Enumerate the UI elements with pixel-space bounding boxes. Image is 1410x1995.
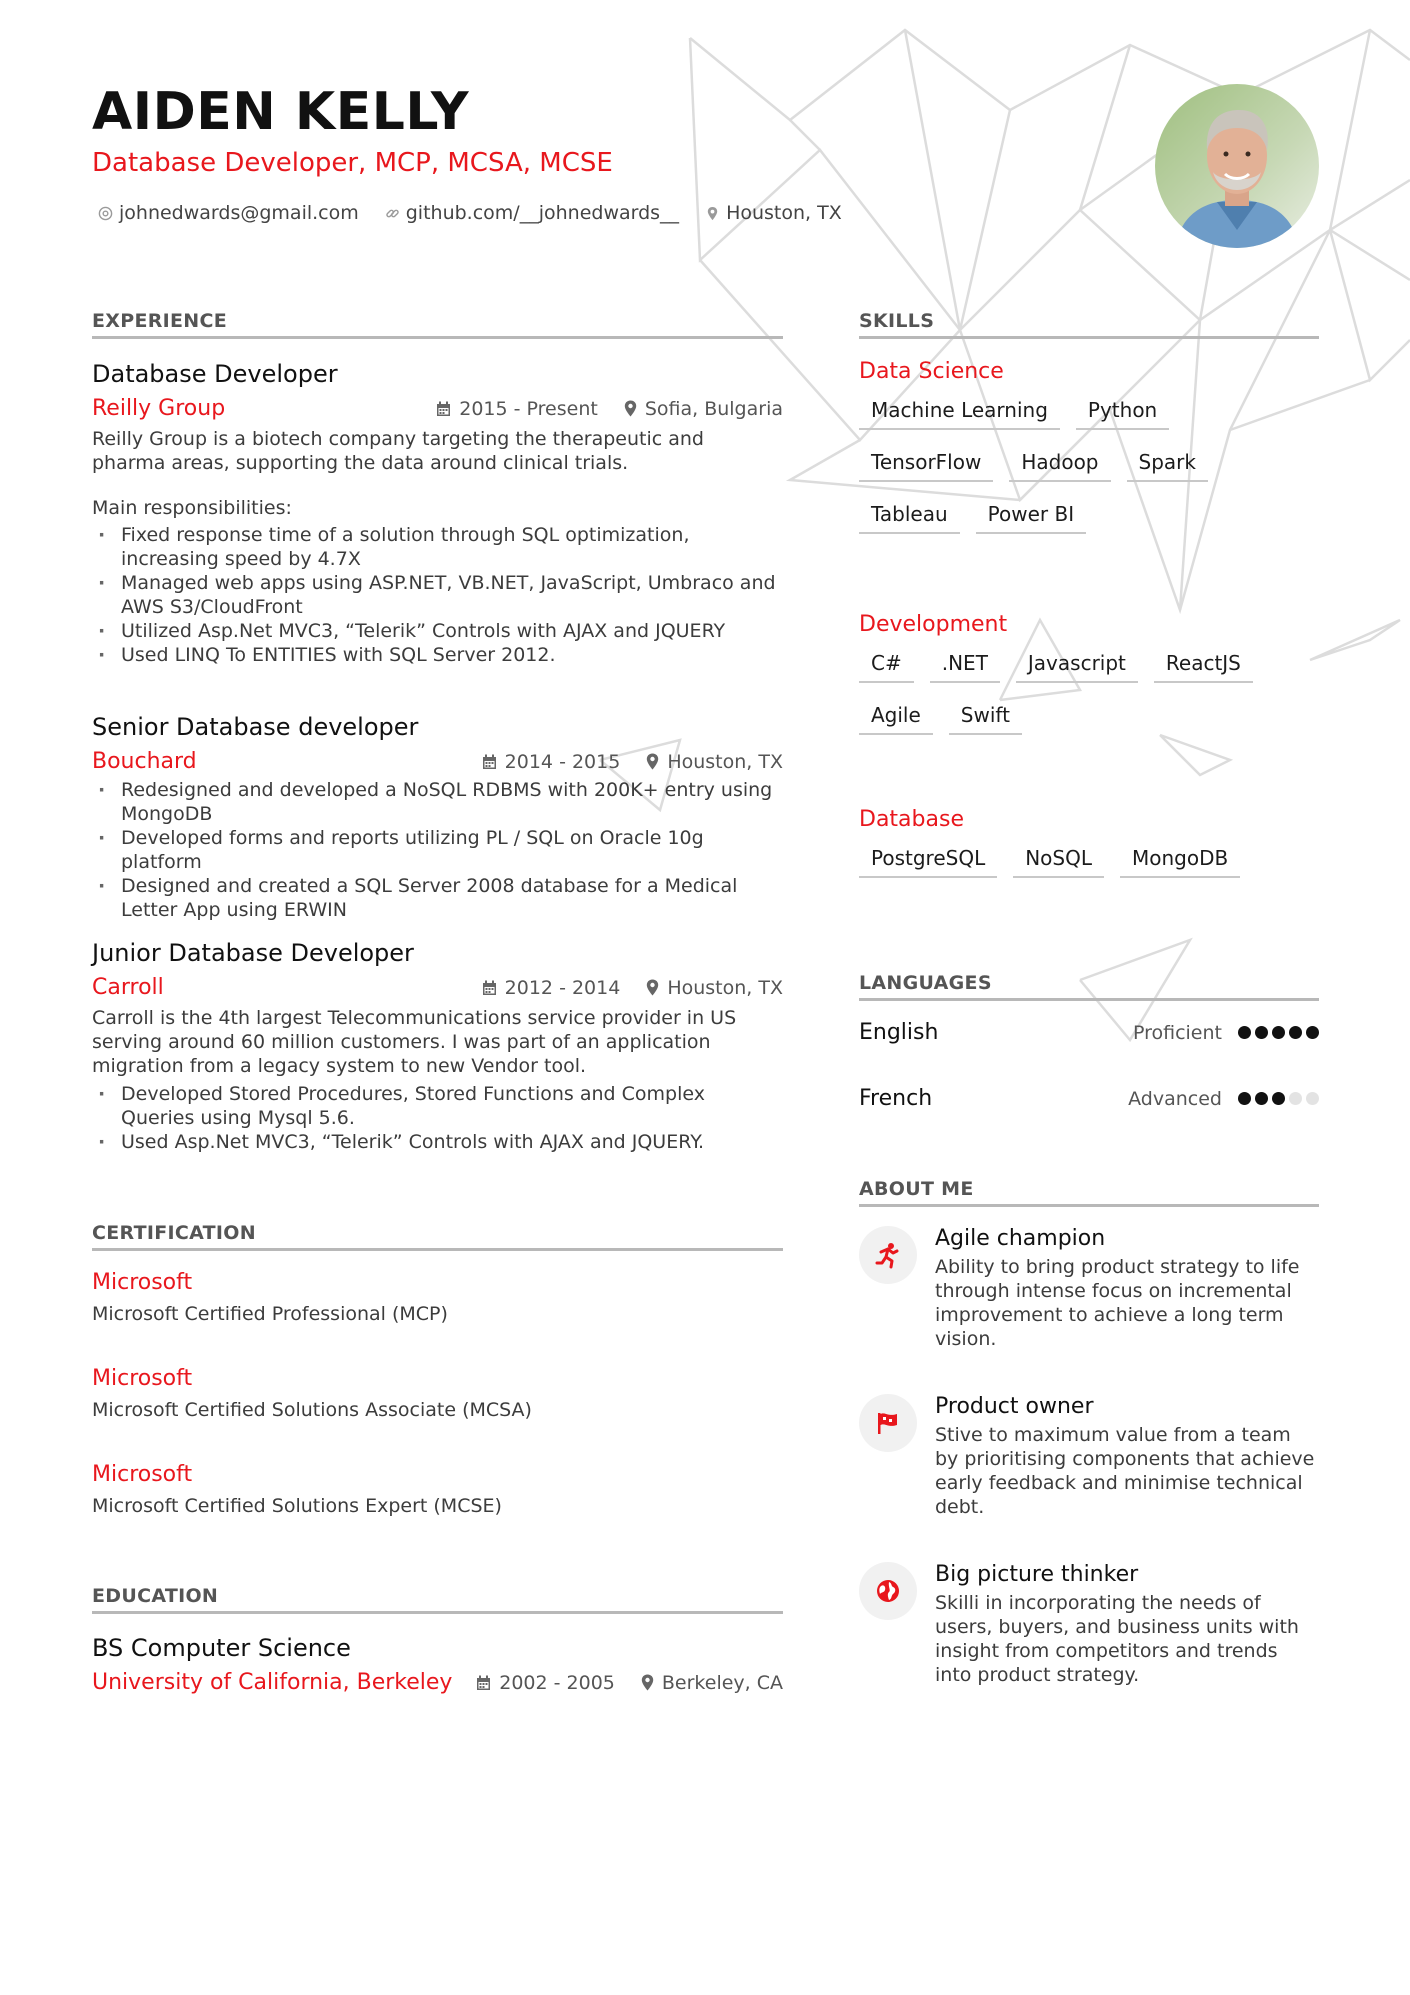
location-text: Houston, TX bbox=[667, 750, 783, 773]
job-title: Database Developer bbox=[92, 360, 338, 388]
cert-name: Microsoft Certified Solutions Associate (MCSA) bbox=[92, 1399, 532, 1421]
about-text: Skilli in incorporating the needs of users, buyers, and business units with insight from competitors and trends into product strategy. bbox=[935, 1592, 1299, 1686]
company-name: Reilly Group bbox=[92, 396, 226, 421]
about-body bbox=[935, 1562, 1319, 1687]
skill-tags bbox=[859, 846, 1319, 878]
skill-group-development bbox=[859, 612, 1319, 735]
school-name: University of California, Berkeley bbox=[92, 1670, 453, 1695]
responsibility-list bbox=[92, 523, 783, 667]
avatar bbox=[1155, 84, 1319, 248]
job-entry bbox=[92, 939, 783, 1154]
education-entry bbox=[92, 1634, 783, 1695]
cert-org: Microsoft bbox=[92, 1270, 193, 1295]
skill-tag: C# bbox=[859, 651, 914, 683]
skill-tag: TensorFlow bbox=[859, 450, 993, 482]
list-item: · Designed and created a SQL Server 2008 database for a Medical Letter App using ERWIN bbox=[92, 874, 783, 922]
link-icon bbox=[385, 206, 400, 221]
email-text: johnedwards@gmail.com bbox=[119, 202, 359, 224]
rating-dot-filled bbox=[1272, 1092, 1285, 1105]
list-item: · Used Asp.Net MVC3, “Telerik” Controls with AJAX and JQUERY. bbox=[92, 1130, 783, 1154]
job-description: Reilly Group is a biotech company targeting the therapeutic and pharma areas, supporting the data around clinical trials. bbox=[92, 428, 704, 474]
responsibilities-label: Main responsibilities: bbox=[92, 497, 292, 519]
about-text: Stive to maximum value from a team by prioritising components that achieve early feedback and minimise technical debt. bbox=[935, 1424, 1315, 1518]
calendar-icon bbox=[436, 401, 451, 417]
skill-group-title: Database bbox=[859, 807, 964, 832]
language-proficiency bbox=[1133, 1022, 1319, 1044]
skill-tag: Python bbox=[1076, 398, 1169, 430]
location-text: Berkeley, CA bbox=[661, 1671, 783, 1694]
contact-bar bbox=[98, 202, 842, 224]
degree: BS Computer Science bbox=[92, 1634, 351, 1662]
rating-dot-empty bbox=[1306, 1092, 1319, 1105]
responsibility-list bbox=[92, 1082, 783, 1154]
about-title: Big picture thinker bbox=[935, 1562, 1139, 1587]
about-title: Product owner bbox=[935, 1394, 1094, 1419]
location-text: Sofia, Bulgaria bbox=[644, 397, 783, 420]
company-name: Bouchard bbox=[92, 749, 197, 774]
skill-tag: Hadoop bbox=[1009, 450, 1110, 482]
about-title: Agile champion bbox=[935, 1226, 1106, 1251]
list-item: · Managed web apps using ASP.NET, VB.NET, JavaScript, Umbraco and AWS S3/CloudFront bbox=[92, 571, 783, 619]
candidate-name: AIDEN KELLY bbox=[92, 82, 470, 142]
contact-location bbox=[705, 202, 842, 224]
education-location bbox=[641, 1672, 783, 1694]
rating-dot-filled bbox=[1255, 1092, 1268, 1105]
job-entry bbox=[92, 360, 783, 667]
language-name: French bbox=[859, 1086, 933, 1111]
education-meta-row bbox=[92, 1670, 783, 1695]
list-item: · Used LINQ To ENTITIES with SQL Server 2012. bbox=[92, 643, 783, 667]
running-person-icon bbox=[874, 1241, 902, 1269]
github-text: github.com/__johnedwards__ bbox=[405, 202, 680, 224]
skill-tag: ReactJS bbox=[1154, 651, 1253, 683]
company-name: Carroll bbox=[92, 975, 164, 1000]
rating-dot-empty bbox=[1289, 1092, 1302, 1105]
skill-group-data-science bbox=[859, 359, 1319, 534]
language-level: Proficient bbox=[1132, 1021, 1222, 1044]
about-body bbox=[935, 1226, 1319, 1351]
calendar-icon bbox=[482, 980, 497, 996]
skill-tag: MongoDB bbox=[1120, 846, 1240, 878]
job-dates bbox=[436, 398, 598, 420]
experience-heading: EXPERIENCE bbox=[92, 310, 783, 339]
rating-dots bbox=[1238, 1092, 1319, 1105]
about-item bbox=[859, 1226, 1319, 1351]
language-entry bbox=[859, 1086, 1319, 1111]
cert-name: Microsoft Certified Solutions Expert (MCSE) bbox=[92, 1495, 502, 1517]
rating-dots bbox=[1238, 1026, 1319, 1039]
globe-icon bbox=[875, 1578, 901, 1604]
job-location bbox=[646, 977, 783, 999]
cert-name: Microsoft Certified Professional (MCP) bbox=[92, 1303, 448, 1325]
job-title: Junior Database Developer bbox=[92, 939, 414, 967]
dates-text: 2014 - 2015 bbox=[504, 750, 621, 773]
map-pin-icon bbox=[646, 979, 659, 996]
about-item bbox=[859, 1562, 1319, 1687]
skill-group-database bbox=[859, 807, 1319, 878]
dates-text: 2012 - 2014 bbox=[504, 976, 621, 999]
rating-dot-filled bbox=[1272, 1026, 1285, 1039]
rating-dot-filled bbox=[1238, 1026, 1251, 1039]
map-pin-icon bbox=[624, 400, 637, 417]
skill-tag: Spark bbox=[1127, 450, 1208, 482]
certification-heading: CERTIFICATION bbox=[92, 1222, 783, 1251]
skill-tag: Javascript bbox=[1016, 651, 1138, 683]
skill-tag: NoSQL bbox=[1013, 846, 1104, 878]
responsibility-list bbox=[92, 778, 783, 922]
skills-heading: SKILLS bbox=[859, 310, 1319, 339]
list-item: · Fixed response time of a solution through SQL optimization, increasing speed by 4.7X bbox=[92, 523, 783, 571]
education-meta bbox=[476, 1672, 783, 1694]
list-item: · Utilized Asp.Net MVC3, “Telerik” Controls with AJAX and JQUERY bbox=[92, 619, 783, 643]
job-location bbox=[646, 751, 783, 773]
skill-tags bbox=[859, 398, 1319, 534]
location-text: Houston, TX bbox=[726, 202, 842, 224]
skill-tag: Tableau bbox=[859, 502, 960, 534]
skill-tag: .NET bbox=[930, 651, 1000, 683]
rating-dot-filled bbox=[1306, 1026, 1319, 1039]
job-meta bbox=[482, 751, 783, 773]
about-item bbox=[859, 1394, 1319, 1519]
job-entry bbox=[92, 713, 783, 922]
candidate-title: Database Developer, MCP, MCSA, MCSE bbox=[92, 148, 613, 178]
about-heading: ABOUT ME bbox=[859, 1178, 1319, 1207]
language-proficiency bbox=[1128, 1088, 1319, 1110]
list-item: · Developed forms and reports utilizing PL / SQL on Oracle 10g platform bbox=[92, 826, 783, 874]
contact-github[interactable] bbox=[385, 202, 679, 224]
job-location bbox=[624, 398, 783, 420]
dates-text: 2002 - 2005 bbox=[499, 1671, 615, 1694]
contact-email[interactable] bbox=[98, 202, 359, 224]
language-name: English bbox=[859, 1020, 939, 1045]
education-dates bbox=[476, 1672, 615, 1694]
rating-dot-filled bbox=[1238, 1092, 1251, 1105]
map-pin-icon bbox=[646, 753, 659, 770]
skill-tag: Agile bbox=[859, 703, 933, 735]
skill-tag: Machine Learning bbox=[859, 398, 1060, 430]
flag-icon bbox=[875, 1410, 901, 1436]
calendar-icon bbox=[476, 1675, 491, 1691]
list-item: · Redesigned and developed a NoSQL RDBMS with 200K+ entry using MongoDB bbox=[92, 778, 783, 826]
certification-entry bbox=[92, 1366, 783, 1421]
cert-org: Microsoft bbox=[92, 1462, 193, 1487]
about-icon-circle bbox=[859, 1394, 917, 1452]
list-item: · Developed Stored Procedures, Stored Functions and Complex Queries using Mysql 5.6. bbox=[92, 1082, 783, 1130]
job-meta-row bbox=[92, 975, 783, 1000]
job-meta bbox=[436, 398, 783, 420]
skill-group-title: Data Science bbox=[859, 359, 1004, 384]
skill-tag: Power BI bbox=[976, 502, 1086, 534]
map-pin-icon bbox=[705, 206, 720, 221]
job-description: Carroll is the 4th largest Telecommunications service provider in US serving around 60 million customers. I was part of an application migration from a legacy system to new Vendor tool. bbox=[92, 1007, 737, 1077]
calendar-icon bbox=[482, 754, 497, 770]
rating-dot-filled bbox=[1289, 1026, 1302, 1039]
at-sign-icon bbox=[98, 206, 113, 221]
about-icon-circle bbox=[859, 1562, 917, 1620]
about-body bbox=[935, 1394, 1319, 1519]
language-entry bbox=[859, 1020, 1319, 1045]
certification-entry bbox=[92, 1270, 783, 1325]
certification-entry bbox=[92, 1462, 783, 1517]
education-heading: EDUCATION bbox=[92, 1585, 783, 1614]
languages-heading: LANGUAGES bbox=[859, 972, 1319, 1001]
job-meta bbox=[482, 977, 783, 999]
skill-group-title: Development bbox=[859, 612, 1008, 637]
dates-text: 2015 - Present bbox=[459, 397, 598, 420]
location-text: Houston, TX bbox=[667, 976, 783, 999]
language-level: Advanced bbox=[1128, 1087, 1222, 1110]
skill-tags bbox=[859, 651, 1319, 735]
job-meta-row bbox=[92, 396, 783, 421]
job-dates bbox=[482, 751, 621, 773]
cert-org: Microsoft bbox=[92, 1366, 193, 1391]
job-dates bbox=[482, 977, 621, 999]
map-pin-icon bbox=[641, 1674, 654, 1691]
skill-tag: PostgreSQL bbox=[859, 846, 997, 878]
profile-photo bbox=[1155, 84, 1319, 248]
about-icon-circle bbox=[859, 1226, 917, 1284]
about-text: Ability to bring product strategy to life through intense focus on incremental improvement to achieve a long term vision. bbox=[935, 1256, 1300, 1350]
rating-dot-filled bbox=[1255, 1026, 1268, 1039]
job-title: Senior Database developer bbox=[92, 713, 419, 741]
skill-tag: Swift bbox=[949, 703, 1022, 735]
job-meta-row bbox=[92, 749, 783, 774]
